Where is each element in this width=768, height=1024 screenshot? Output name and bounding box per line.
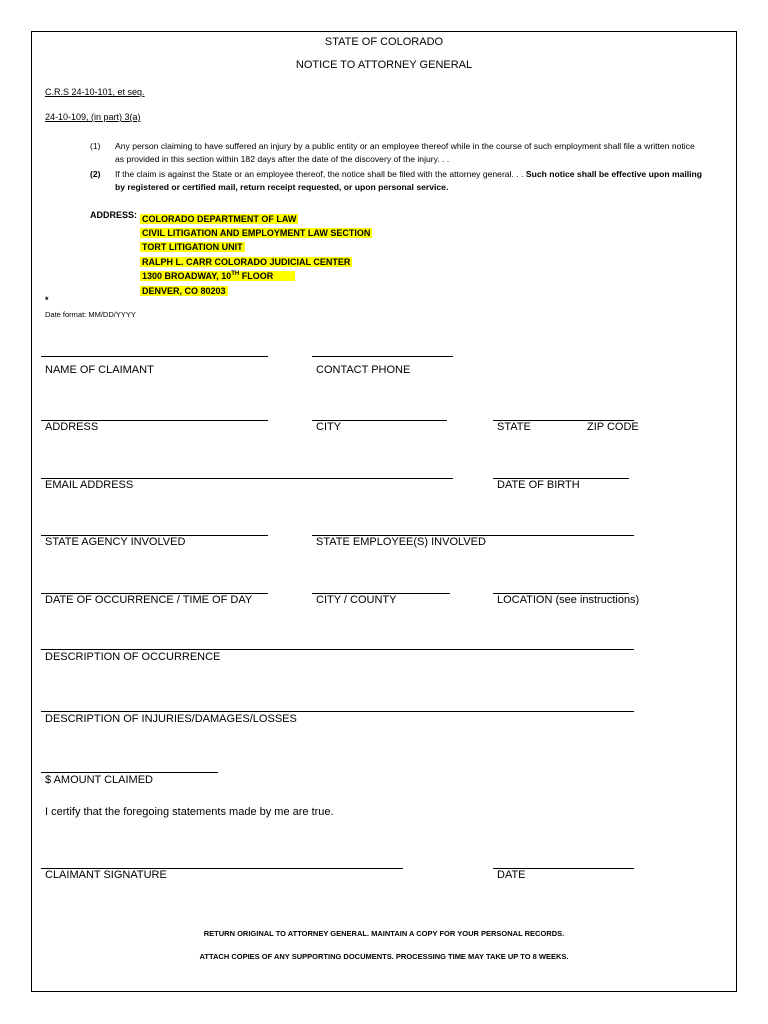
- email-address-label: EMAIL ADDRESS: [45, 479, 134, 491]
- notice-title: NOTICE TO ATTORNEY GENERAL: [295, 59, 473, 71]
- state-employees-label: STATE EMPLOYEE(S) INVOLVED: [316, 536, 486, 548]
- address-line-2: CIVIL LITIGATION AND EMPLOYMENT LAW SECTION: [142, 228, 371, 238]
- state-label: STATE: [497, 421, 531, 433]
- footer-return-instructions: RETURN ORIGINAL TO ATTORNEY GENERAL. MAINTAIN A COPY FOR YOUR PERSONAL RECORDS.: [203, 929, 565, 938]
- statute-number-1: (1): [90, 141, 101, 151]
- statute-text-2: [115, 168, 705, 194]
- statute-paragraph-1: [90, 140, 710, 168]
- name-of-claimant-line[interactable]: [41, 356, 268, 357]
- address-label: ADDRESS:: [90, 210, 138, 220]
- city-county-label: CITY / COUNTY: [316, 594, 397, 606]
- city-label: CITY: [316, 421, 342, 433]
- name-of-claimant-label: NAME OF CLAIMANT: [45, 364, 154, 376]
- claimant-signature-label: CLAIMANT SIGNATURE: [45, 869, 167, 881]
- address-line-1: COLORADO DEPARTMENT OF LAW: [142, 214, 297, 224]
- description-occurrence-line[interactable]: [41, 649, 634, 650]
- certification-statement: I certify that the foregoing statements made by me are true.: [45, 806, 334, 818]
- crs-reference: C.R.S 24-10-101, et seq.: [45, 87, 145, 97]
- statute-paragraph-2: [90, 168, 710, 196]
- description-injuries-line[interactable]: [41, 711, 634, 712]
- address-line-4: RALPH L. CARR COLORADO JUDICIAL CENTER: [142, 257, 351, 267]
- description-occurrence-label: DESCRIPTION OF OCCURRENCE: [45, 651, 221, 663]
- location-label: LOCATION (see instructions): [497, 594, 640, 606]
- amount-claimed-label: $ AMOUNT CLAIMED: [45, 774, 153, 786]
- date-of-occurrence-label: DATE OF OCCURRENCE / TIME OF DAY: [45, 594, 253, 606]
- description-injuries-label: DESCRIPTION OF INJURIES/DAMAGES/LOSSES: [45, 713, 297, 725]
- address-line-3: TORT LITIGATION UNIT: [142, 242, 243, 252]
- section-reference: 24-10-109, (in part) 3(a): [45, 112, 141, 122]
- contact-phone-line[interactable]: [312, 356, 453, 357]
- amount-claimed-line[interactable]: [41, 772, 218, 773]
- state-agency-label: STATE AGENCY INVOLVED: [45, 536, 186, 548]
- address-line-6: DENVER, CO 80203: [142, 286, 226, 296]
- statute-text-1: Any person claiming to have suffered an injury by a public entity or an employee thereof while in the course of such employment shall file a written notice as provided in this section within 182 days after the date of the discovery of the injury. . .: [115, 141, 695, 164]
- state-title: STATE OF COLORADO: [324, 36, 444, 48]
- asterisk-note: *: [45, 295, 49, 305]
- statute-number-2: (2): [90, 169, 101, 179]
- statute-text-2-plain: If the claim is against the State or an employee thereof, the notice shall be filed with the attorney general. . .: [115, 169, 524, 179]
- signature-date-label: DATE: [497, 869, 526, 881]
- address-line-5: 1300 BROADWAY, 10TH FLOOR: [140, 271, 295, 281]
- contact-phone-label: CONTACT PHONE: [316, 364, 411, 376]
- date-format-note: Date format: MM/DD/YYYY: [45, 310, 136, 319]
- footer-attach-instructions: ATTACH COPIES OF ANY SUPPORTING DOCUMENTS. PROCESSING TIME MAY TAKE UP TO 8 WEEKS.: [199, 952, 569, 961]
- address-field-label: ADDRESS: [45, 421, 99, 433]
- statute-text-2-bold: Such notice shall be effective upon mailing by registered or certified mail, return receipt requested, or upon personal service.: [115, 169, 703, 192]
- date-of-birth-label: DATE OF BIRTH: [497, 479, 580, 491]
- zip-code-label: ZIP CODE: [587, 421, 639, 433]
